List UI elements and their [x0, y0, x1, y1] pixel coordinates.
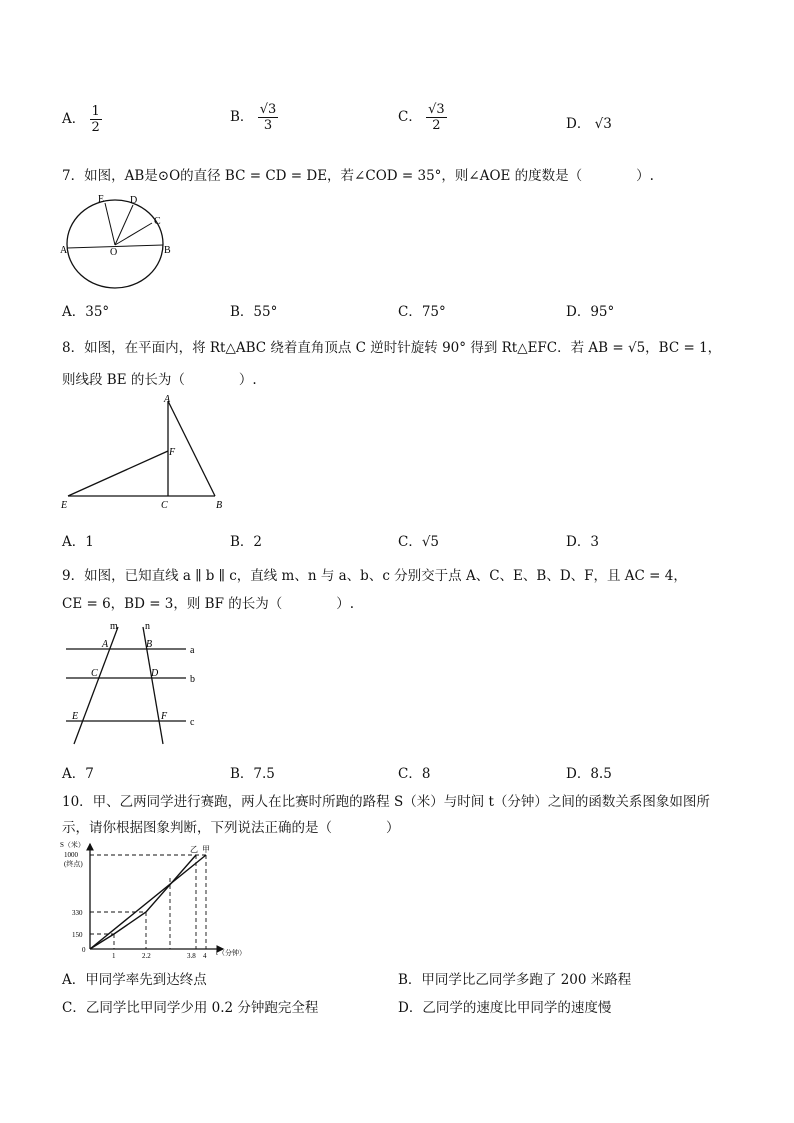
label-b: B: [164, 245, 171, 256]
label-c-line: c: [190, 717, 195, 728]
x1-label: 1: [112, 952, 116, 960]
q7-stem: 7．如图，AB是⊙O的直径 BC = CD = DE，若∠COD = 35°，则∠AOE 的度数是（ ）.: [62, 168, 654, 184]
label-d: D: [130, 195, 138, 206]
q7-option-a: A．35°: [62, 304, 110, 320]
label-C: C: [91, 668, 98, 679]
q10-graph-figure: [58, 838, 258, 962]
q8-stem-line1: 8．如图，在平面内，将 Rt△ABC 绕着直角顶点 C 逆时针旋转 90° 得到 Rt△EFC．若 AB = √5，BC = 1，: [62, 340, 722, 356]
option-label: B．: [230, 109, 254, 125]
label-b: B: [216, 500, 223, 511]
label-o: O: [110, 247, 118, 258]
q7-option-d: D．95°: [566, 304, 615, 320]
q10-stem-line2: 示，请你根据图象判断，下列说法正确的是（ ）: [62, 820, 400, 836]
jia-label: 甲: [202, 845, 210, 854]
q6-option-c: [398, 102, 447, 133]
fraction: $\frac{1}{2}$: [91, 104, 100, 135]
q9-option-c: C．8: [398, 766, 431, 782]
q6-option-a: [62, 104, 102, 135]
origin-label: 0: [82, 946, 86, 954]
label-c: C: [154, 216, 161, 227]
q9-stem-line1: 9．如图，已知直线 a ∥ b ∥ c，直线 m、n 与 a、b、c 分别交于点 A、C、E、B、D、F，且 AC = 4，: [62, 568, 687, 584]
q6-option-b: [230, 102, 278, 133]
label-e: E: [61, 500, 68, 511]
q10-option-c: C．乙同学比甲同学少用 0.2 分钟跑完全程: [62, 1000, 319, 1016]
q9-option-d: D．8.5: [566, 766, 612, 782]
yi-label: 乙: [190, 845, 198, 854]
q8-stem-line2: 则线段 BE 的长为（ ）.: [62, 372, 257, 388]
q7-option-c: C．75°: [398, 304, 446, 320]
x22-label: 2.2: [142, 952, 151, 960]
label-D: D: [151, 668, 159, 679]
y150-label: 150: [72, 931, 83, 939]
option-label: A．: [62, 111, 86, 127]
q9-stem-line2: CE = 6，BD = 3，则 BF 的长为（ ）.: [62, 596, 355, 612]
label-B: B: [146, 639, 153, 650]
q8-option-b: B．2: [230, 534, 263, 550]
label-F: F: [161, 711, 168, 722]
q10-option-d: D．乙同学的速度比甲同学的速度慢: [398, 1000, 612, 1016]
option-value: √3: [594, 116, 612, 132]
q7-circle-figure: [58, 190, 178, 295]
q10-stem-line1: 10．甲、乙两同学进行赛跑，两人在比赛时所跑的路程 S（米）与时间 t（分钟）之间的函数关系图象如图所: [62, 794, 710, 810]
option-label: D．: [566, 116, 591, 132]
q8-option-c: C．√5: [398, 534, 440, 550]
q9-option-a: A．7: [62, 766, 94, 782]
label-E: E: [72, 711, 79, 722]
x38-label: 3.8: [187, 952, 196, 960]
label-c: C: [161, 500, 168, 511]
label-m: m: [110, 621, 118, 632]
q6-option-d: [566, 112, 612, 132]
fraction: $\frac{√3}{3}$: [259, 102, 277, 133]
label-e: E: [98, 194, 105, 205]
end-value: 1000: [64, 851, 78, 859]
label-n: n: [145, 621, 150, 632]
y330-label: 330: [72, 909, 83, 917]
label-b-line: b: [190, 674, 195, 685]
label-a: A: [60, 245, 68, 256]
label-a-line: a: [190, 645, 195, 656]
fraction: $\frac{√3}{2}$: [428, 102, 445, 133]
q9-parallel-lines-figure: [58, 617, 208, 747]
label-f: F: [169, 447, 176, 458]
x-axis-label: t（分钟）: [216, 949, 246, 957]
option-label: C．: [398, 109, 422, 125]
label-A: A: [102, 639, 109, 650]
q7-option-b: B．55°: [230, 304, 278, 320]
q9-option-b: B．7.5: [230, 766, 275, 782]
q8-option-d: D．3: [566, 534, 599, 550]
end-label: (终点): [64, 860, 83, 868]
q10-option-b: B．甲同学比乙同学多跑了 200 米路程: [398, 972, 632, 988]
y-axis-label: S（米）: [60, 841, 85, 849]
q8-triangle-figure: [58, 393, 233, 515]
q10-option-a: A．甲同学率先到达终点: [62, 972, 207, 988]
label-a: A: [164, 394, 171, 405]
q8-option-a: A．1: [62, 534, 94, 550]
x4-label: 4: [203, 952, 207, 960]
